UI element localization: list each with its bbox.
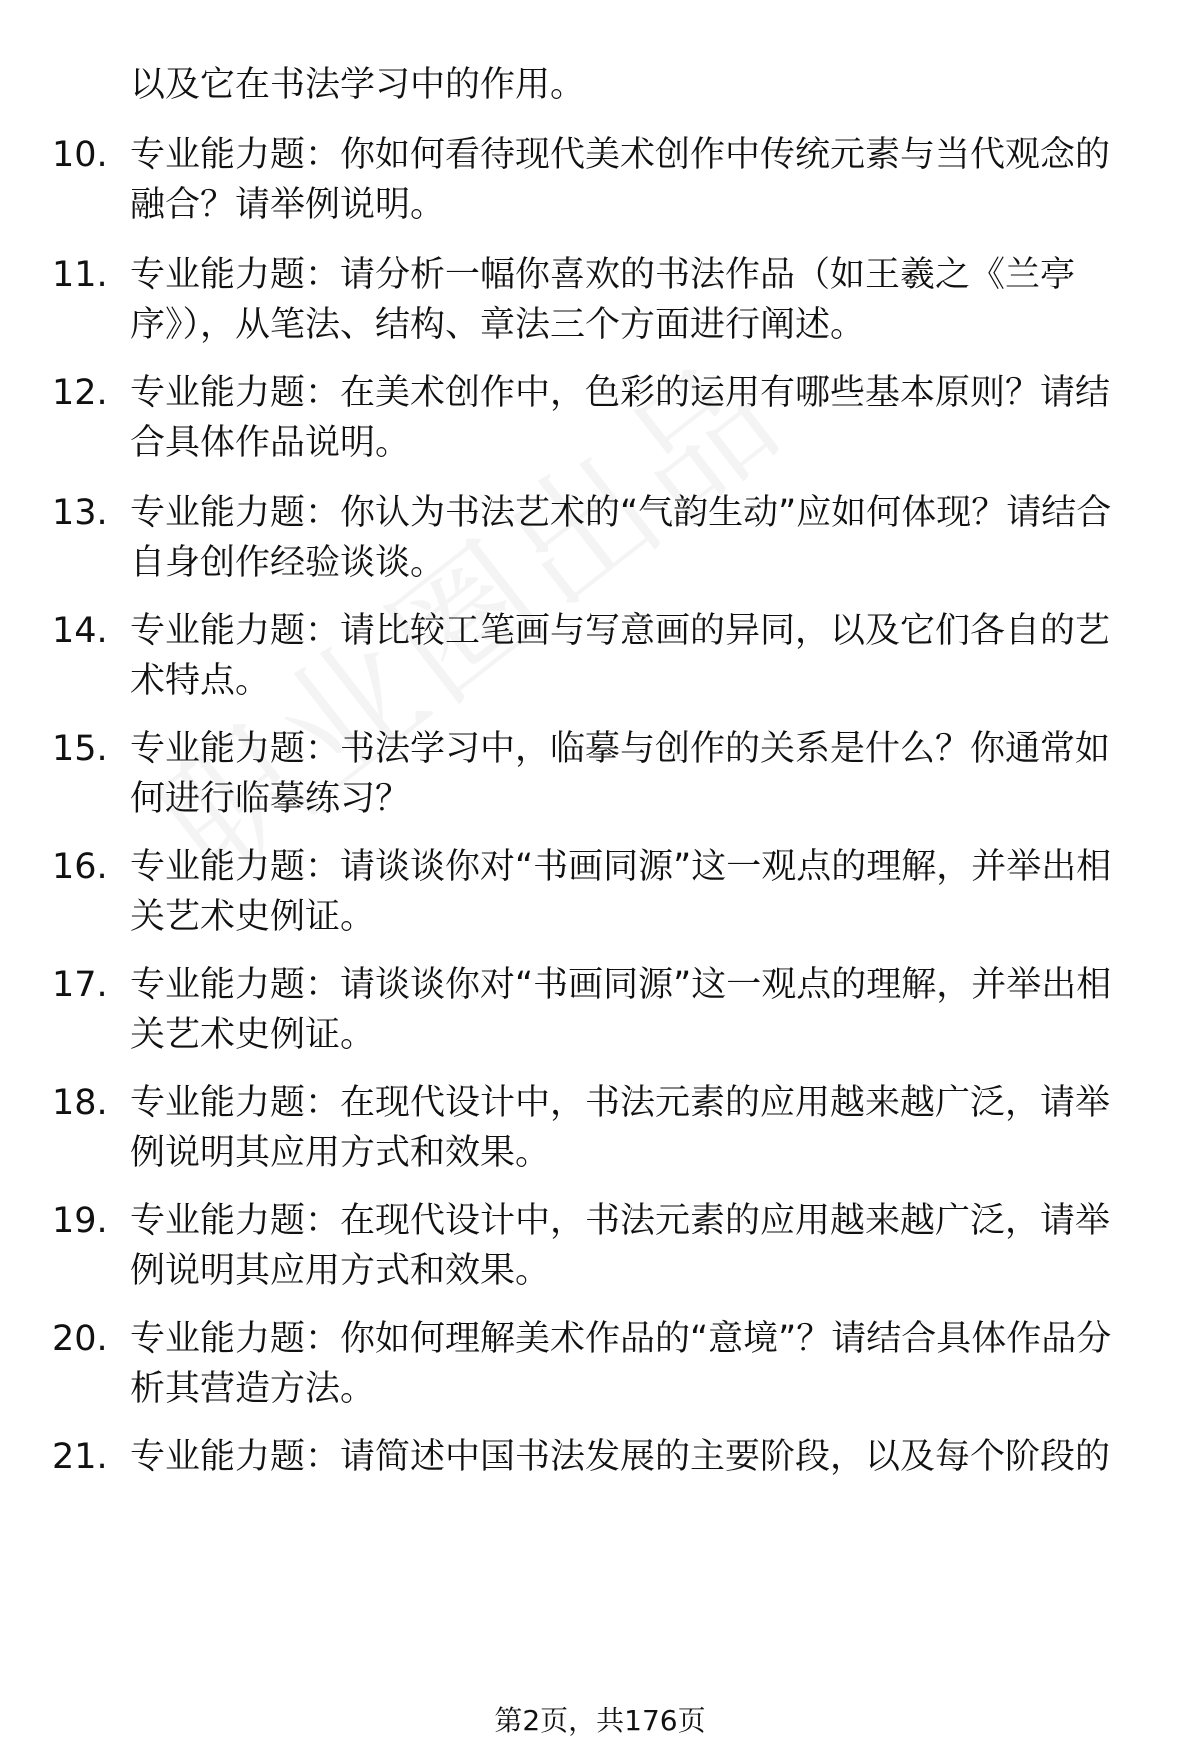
question-number: 17.: [52, 965, 108, 1005]
question-text: 专业能力题：请谈谈你对“书画同源”这一观点的理解，并举出相关艺术史例证。: [130, 847, 1112, 937]
question-number: 21.: [52, 1437, 108, 1477]
continuation-text: 以及它在书法学习中的作用。: [130, 65, 586, 105]
question-text: 专业能力题：请谈谈你对“书画同源”这一观点的理解，并举出相关艺术史例证。: [130, 965, 1112, 1055]
question-number: 13.: [52, 493, 108, 533]
question-text: 专业能力题：你如何看待现代美术创作中传统元素与当代观念的融合？请举例说明。: [130, 135, 1111, 225]
question-text: 专业能力题：在现代设计中，书法元素的应用越来越广泛，请举例说明其应用方式和效果。: [130, 1083, 1111, 1173]
question-text: 专业能力题：你如何理解美术作品的“意境”？请结合具体作品分析其营造方法。: [130, 1319, 1112, 1409]
question-text: 专业能力题：请比较工笔画与写意画的异同，以及它们各自的艺术特点。: [130, 611, 1111, 701]
question-text: 专业能力题：你认为书法艺术的“气韵生动”应如何体现？请结合自身创作经验谈谈。: [130, 493, 1112, 583]
question-number: 18.: [52, 1083, 108, 1123]
question-text: 专业能力题：书法学习中，临摹与创作的关系是什么？你通常如何进行临摹练习？: [130, 729, 1111, 819]
question-number: 10.: [52, 135, 108, 175]
question-number: 20.: [52, 1319, 108, 1359]
question-text: 专业能力题：请分析一幅你喜欢的书法作品（如王羲之《兰亭序》），从笔法、结构、章法三个方面进行阐述。: [130, 255, 1076, 345]
question-number: 19.: [52, 1201, 108, 1241]
question-number: 15.: [52, 729, 108, 769]
question-number: 14.: [52, 611, 108, 651]
question-number: 16.: [52, 847, 108, 887]
question-text: 专业能力题：在美术创作中，色彩的运用有哪些基本原则？请结合具体作品说明。: [130, 373, 1111, 463]
question-text: 专业能力题：请简述中国书法发展的主要阶段，以及每个阶段的: [130, 1437, 1111, 1477]
question-number: 11.: [52, 255, 108, 295]
question-text: 专业能力题：在现代设计中，书法元素的应用越来越广泛，请举例说明其应用方式和效果。: [130, 1201, 1111, 1291]
question-number: 12.: [52, 373, 108, 413]
page-footer: 第2页，共176页: [494, 1704, 706, 1737]
